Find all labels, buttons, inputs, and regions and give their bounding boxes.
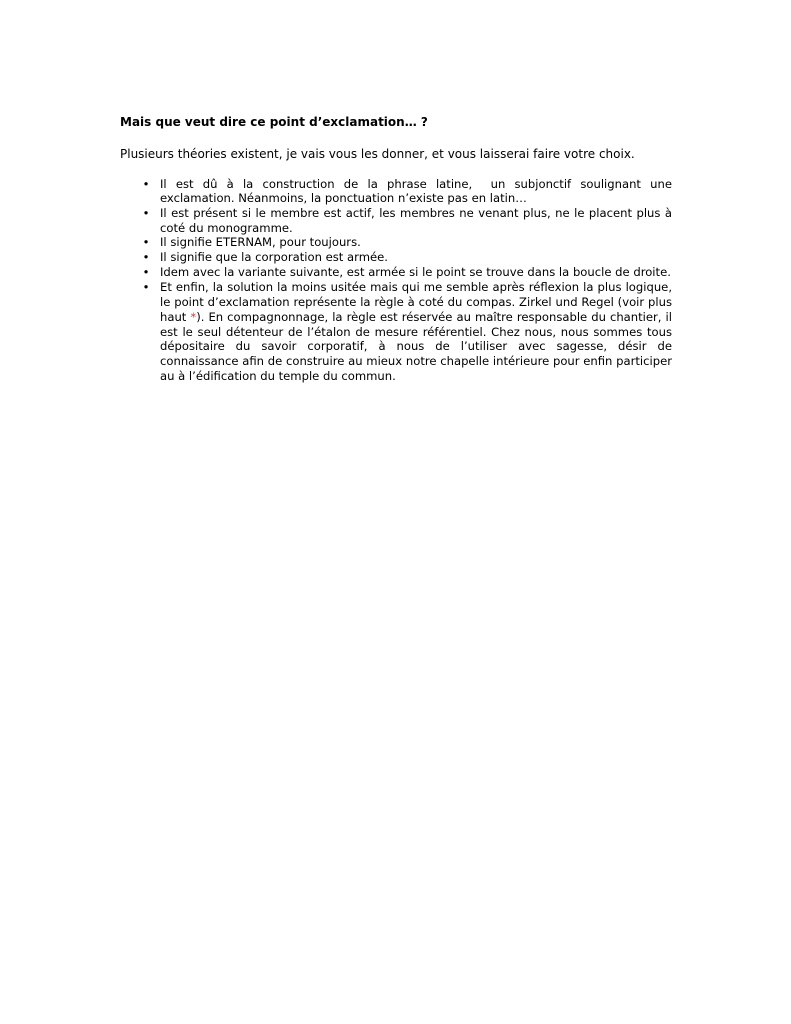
bullet-icon: • bbox=[142, 205, 150, 220]
reference-asterisk: * bbox=[190, 309, 197, 324]
bullet-icon: • bbox=[142, 176, 150, 191]
list-item-text: Idem avec la variante suivante, est armée si le point se trouve dans la boucle de droite. bbox=[160, 264, 671, 279]
bullet-icon: • bbox=[142, 235, 150, 250]
list-item-text-after: ). En compagnonnage, la règle est réservée au maître responsable du chantier, il est le seul détenteur de l’étalon de mesure référentiel. Chez nous, nous sommes tous dépositaire du savoir corporatif, à nous de l’utiliser avec sagesse, désir de connaissance afin de construire au mieux notre chapelle intérieure pour enfin participer au à l’édification du temple du commun. bbox=[160, 309, 676, 383]
bullet-icon: • bbox=[142, 250, 150, 265]
list-item-text: Il signifie que la corporation est armée. bbox=[160, 250, 388, 265]
list-item-text: Il est présent si le membre est actif, les membres ne venant plus, ne le placent plus à coté du monogramme. bbox=[160, 205, 676, 235]
list-item-text: Il signifie ETERNAM, pour toujours. bbox=[160, 235, 361, 250]
intro-paragraph: Plusieurs théories existent, je vais vous les donner, et vous laisserai faire votre choix. bbox=[120, 147, 635, 161]
list-item bbox=[120, 235, 672, 250]
list-item bbox=[120, 205, 676, 235]
list-item bbox=[120, 176, 676, 206]
list-item bbox=[120, 250, 672, 265]
list-item bbox=[120, 280, 676, 383]
document-page bbox=[120, 114, 676, 383]
bullet-icon: • bbox=[142, 280, 150, 295]
list-item-text: Il est dû à la construction de la phrase latine, un subjonctif soulignant une exclamation. Néanmoins, la ponctuation n’existe pas en latin… bbox=[160, 176, 676, 206]
theories-list bbox=[120, 176, 676, 384]
section-heading: Mais que veut dire ce point d’exclamation… ? bbox=[120, 115, 428, 129]
bullet-icon: • bbox=[142, 264, 150, 279]
list-item-text-before: Et enfin, la solution la moins usitée mais qui me semble après réflexion la plus logique, le point d’exclamation représente la règle à coté du compas. Zirkel und Regel (voir plus haut bbox=[160, 280, 676, 324]
list-item bbox=[120, 265, 672, 280]
